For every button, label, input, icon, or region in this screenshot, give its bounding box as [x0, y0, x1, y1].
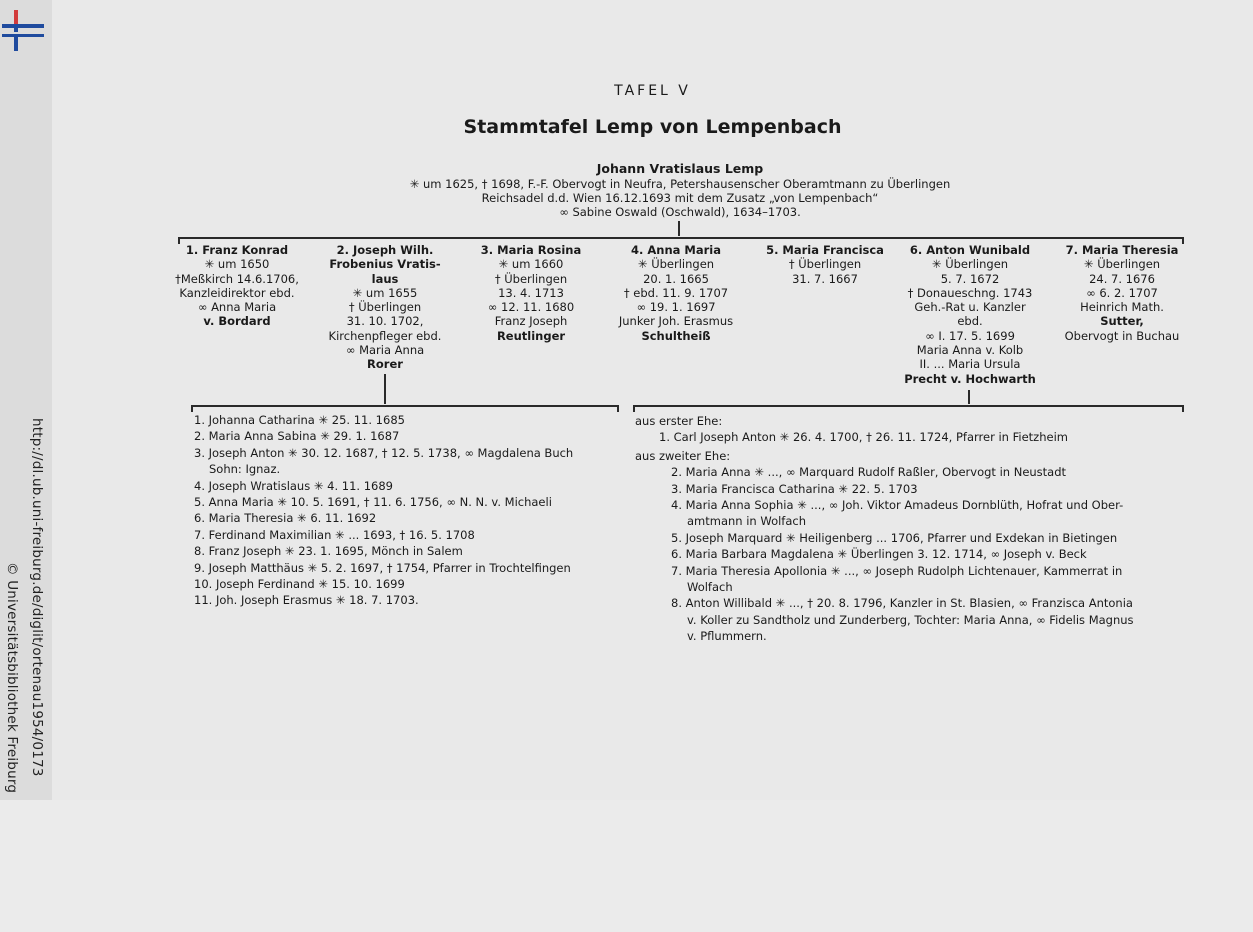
progenitor-name: Johann Vratislaus Lemp: [596, 161, 764, 176]
child-detail: † Überlingen: [788, 257, 862, 272]
child-5: [755, 243, 895, 286]
list-item: 2. Maria Anna ✳ ..., ∞ Marquard Rudolf Raßler, Obervogt in Neustadt: [671, 465, 1067, 480]
child-detail: 24. 7. 1676: [1089, 271, 1155, 286]
child-detail: ✳ um 1660: [498, 257, 564, 272]
child-detail: 20. 1. 1665: [643, 271, 709, 286]
child-detail: † ebd. 11. 9. 1707: [623, 285, 729, 300]
child-name: 7. Maria Theresia: [1065, 243, 1179, 257]
child-spouse: Precht v. Hochwarth: [904, 371, 1036, 386]
child-detail: ✳ Überlingen: [931, 257, 1009, 272]
list-item: 5. Anna Maria ✳ 10. 5. 1691, † 11. 6. 1756, ∞ N. N. v. Michaeli: [194, 495, 552, 510]
child-spouse: Sutter,: [1100, 314, 1144, 329]
child-detail: ✳ Überlingen: [637, 257, 715, 272]
progenitor-line: ✳ um 1625, † 1698, F.-F. Obervogt in Neufra, Petershausenscher Oberamtmann zu Überlingen: [409, 177, 951, 191]
child-name: 6. Anton Wunibald: [909, 243, 1031, 257]
list-item: Sohn: Ignaz.: [209, 462, 281, 477]
list-item: 6. Maria Barbara Magdalena ✳ Überlingen 3. 12. 1714, ∞ Joseph v. Beck: [671, 547, 1087, 562]
child-detail: ∞ 6. 2. 1707: [1086, 285, 1158, 300]
library-logo-icon: [2, 8, 44, 52]
list-item: 1. Carl Joseph Anton ✳ 26. 4. 1700, † 26. 11. 1724, Pfarrer in Fietzheim: [659, 430, 1068, 445]
child-detail: Heinrich Math.: [1080, 300, 1164, 315]
child-detail: † Überlingen: [494, 271, 568, 286]
child-spouse: v. Bordard: [203, 314, 271, 329]
child-detail: ✳ um 1655: [352, 285, 418, 300]
child-detail: Obervogt in Buchau: [1064, 328, 1180, 343]
child-7: [1052, 243, 1192, 343]
child-detail: Maria Anna v. Kolb: [916, 343, 1024, 358]
plate-number: TAFEL V: [614, 83, 691, 99]
list-item: Wolfach: [687, 580, 733, 595]
progenitor-line: Reichsadel d.d. Wien 16.12.1693 mit dem Zusatz „von Lempenbach“: [481, 191, 879, 205]
source-url[interactable]: http://dl.ub.uni-freiburg.de/diglit/ortenau1954/0173: [29, 418, 45, 777]
list-item: 3. Maria Francisca Catharina ✳ 22. 5. 1703: [671, 481, 918, 496]
child-name: 4. Anna Maria: [631, 243, 721, 257]
marriage-heading: aus zweiter Ehe:: [635, 448, 731, 463]
child-detail: ✳ um 1650: [204, 257, 270, 272]
list-item: 1. Johanna Catharina ✳ 25. 11. 1685: [194, 413, 405, 427]
child-detail: ebd.: [957, 314, 983, 329]
child-spouse: Rorer: [367, 357, 403, 372]
child-4: [606, 243, 746, 343]
child-detail: 31. 10. 1702,: [346, 314, 424, 329]
child-detail: Franz Joseph: [494, 314, 568, 329]
child-detail: Kirchenpfleger ebd.: [328, 328, 442, 343]
child-detail: 5. 7. 1672: [940, 271, 1000, 286]
child-name: Frobenius Vratis-: [329, 257, 441, 272]
sidebar: [0, 0, 52, 800]
list-item: 2. Maria Anna Sabina ✳ 29. 1. 1687: [194, 429, 400, 444]
child-1: [172, 243, 302, 329]
child-detail: ∞ Maria Anna: [345, 343, 425, 358]
child-spouse: Schultheiß: [641, 328, 711, 343]
child-detail: ∞ Anna Maria: [197, 300, 277, 315]
child-name: 3. Maria Rosina: [480, 243, 582, 257]
copyright-notice: © Universitätsbibliothek Freiburg: [4, 562, 20, 794]
grandchildren-list-left: [194, 412, 573, 609]
child-2: [320, 243, 450, 372]
child-name: laus: [371, 271, 399, 286]
child-detail: Geh.-Rat u. Kanzler: [914, 300, 1026, 315]
grandchildren-list-right: [635, 413, 1134, 645]
child-3: [466, 243, 596, 343]
child-name: 5. Maria Francisca: [766, 243, 884, 257]
child-detail: II. ... Maria Ursula: [919, 357, 1021, 372]
child-detail: † Donaueschng. 1743: [907, 285, 1033, 300]
list-item: amtmann in Wolfach: [687, 514, 807, 529]
list-item: 8. Anton Willibald ✳ ..., † 20. 8. 1796, Kanzler in St. Blasien, ∞ Franzisca Antonia: [671, 596, 1133, 611]
list-item: 5. Joseph Marquard ✳ Heiligenberg ... 1706, Pfarrer und Exdekan in Bietingen: [671, 530, 1118, 545]
list-item: v. Pflummern.: [687, 629, 767, 644]
child-detail: ∞ I. 17. 5. 1699: [925, 328, 1015, 343]
child-detail: † Überlingen: [348, 300, 422, 315]
list-item: 7. Ferdinand Maximilian ✳ ... 1693, † 16. 5. 1708: [194, 527, 475, 542]
child-name: 2. Joseph Wilh.: [336, 243, 434, 257]
child-detail: Junker Joh. Erasmus: [618, 314, 734, 329]
list-item: 4. Joseph Wratislaus ✳ 4. 11. 1689: [194, 478, 393, 493]
list-item: v. Koller zu Sandtholz und Zunderberg, Tochter: Maria Anna, ∞ Fidelis Magnus: [687, 612, 1134, 627]
scanned-page: [52, 0, 1253, 800]
child-detail: ∞ 12. 11. 1680: [487, 300, 575, 315]
child-detail: 31. 7. 1667: [792, 271, 858, 286]
child-spouse: Reutlinger: [496, 328, 566, 343]
list-item: 10. Joseph Ferdinand ✳ 15. 10. 1699: [194, 577, 405, 592]
page-title: Stammtafel Lemp von Lempenbach: [463, 116, 842, 138]
list-item: 8. Franz Joseph ✳ 23. 1. 1695, Mönch in Salem: [194, 544, 463, 559]
list-item: 4. Maria Anna Sophia ✳ ..., ∞ Joh. Viktor Amadeus Dornblüth, Hofrat und Ober-: [671, 498, 1124, 513]
child-detail: ∞ 19. 1. 1697: [636, 300, 716, 315]
child-detail: †Meßkirch 14.6.1706,: [175, 271, 299, 286]
child-detail: Kanzleidirektor ebd.: [179, 285, 295, 300]
child-detail: ✳ Überlingen: [1083, 257, 1161, 272]
child-name: 1. Franz Konrad: [185, 243, 289, 257]
child-detail: 13. 4. 1713: [498, 285, 564, 300]
list-item: 3. Joseph Anton ✳ 30. 12. 1687, † 12. 5. 1738, ∞ Magdalena Buch: [194, 445, 574, 460]
progenitor-line: ∞ Sabine Oswald (Oschwald), 1634–1703.: [559, 205, 801, 219]
marriage-heading: aus erster Ehe:: [635, 414, 723, 428]
list-item: 7. Maria Theresia Apollonia ✳ ..., ∞ Joseph Rudolph Lichtenauer, Kammerrat in: [671, 563, 1123, 578]
list-item: 9. Joseph Matthäus ✳ 5. 2. 1697, † 1754, Pfarrer in Trochtelfingen: [194, 560, 571, 575]
child-6: [895, 243, 1045, 386]
list-item: 11. Joh. Joseph Erasmus ✳ 18. 7. 1703.: [194, 593, 419, 608]
list-item: 6. Maria Theresia ✳ 6. 11. 1692: [194, 511, 377, 526]
